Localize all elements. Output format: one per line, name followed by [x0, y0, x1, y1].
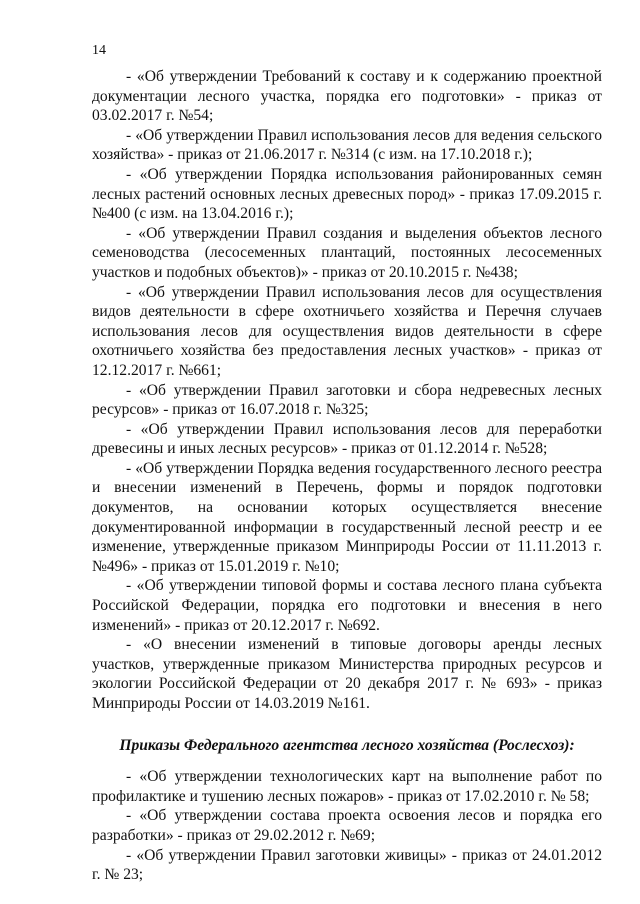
list-item: - «Об утверждении состава проекта освоения лесов и порядка его разработки» - приказ от 29.02.2012 г. №69; — [92, 807, 602, 844]
list-item: - «Об утверждении Правил использования лесов для переработки древесины и иных лесных ресурсов» - приказ от 01.12.2014 г. №528; — [92, 420, 602, 458]
page-number: 14 — [92, 43, 106, 58]
list-item: - «Об утверждении Правил заготовки живицы» - приказ от 24.01.2012 г. № 23; — [92, 846, 602, 884]
list-item: - «Об утверждении Правил использования лесов для ведения сельского хозяйства» - приказ от 21.06.2017 г. №314 (с изм. на 17.10.2018 г.); — [92, 126, 602, 164]
list-item: - «Об утверждении Правил использования лесов для осуществления видов деятельности в сфере охотничьего хозяйства и Перечня случаев использования лесов для осуществления видов деятельности в сфере охотничьего хозяйства без предоставления лесных участков» - приказ от 12.12.2017 г. №661; — [92, 283, 602, 379]
list-item: - «О внесении изменений в типовые договоры аренды лесных участков, утвержденные приказом Министерства природных ресурсов и экологии Российской Федерации от 20 декабря 2017 г. № 693» - приказ Минприроды России от 14.03.2019 №161. — [92, 636, 602, 712]
list-item: - «Об утверждении технологических карт на выполнение работ по профилактике и тушению лесных пожаров» - приказ от 17.02.2010 г. № 58; — [92, 768, 602, 805]
list-item: - «Об утверждении Порядка использования районированных семян лесных растений основных лесных древесных пород» - приказ 17.09.2015 г. №400 (с изм. на 13.04.2016 г.); — [92, 165, 602, 223]
list-item: - «Об утверждении Порядка ведения государственного лесного реестра и внесении изменений в Перечень, формы и порядок подготовки документов, на основании которых осуществляется внесение документированной информации в государственный лесной реестр и ее изменение, утвержденные приказом Минприроды России от 11.11.2013 г. №496» - приказ от 15.01.2019 г. №10; — [92, 459, 602, 575]
document-body — [92, 67, 602, 885]
list-item: - «Об утверждении типовой формы и состава лесного плана субъекта Российской Федерации, порядка его подготовки и внесения в него изменений» - приказ от 20.12.2017 г. №692. — [92, 577, 602, 634]
section-heading: Приказы Федерального агентства лесного хозяйства (Рослесхоз): — [119, 736, 575, 754]
list-item: - «Об утверждении Правил создания и выделения объектов лесного семеноводства (лесосеменных плантаций, постоянных лесосеменных участков и подобных объектов)» - приказ от 20.10.2015 г. №438; — [92, 224, 602, 281]
list-item: - «Об утверждении Требований к составу и к содержанию проектной документации лесного участка, порядка его подготовки» - приказ от 03.02.2017 г. №54; — [92, 68, 602, 125]
list-item: - «Об утверждении Правил заготовки и сбора недревесных лесных ресурсов» - приказ от 16.07.2018 г. №325; — [92, 381, 602, 419]
